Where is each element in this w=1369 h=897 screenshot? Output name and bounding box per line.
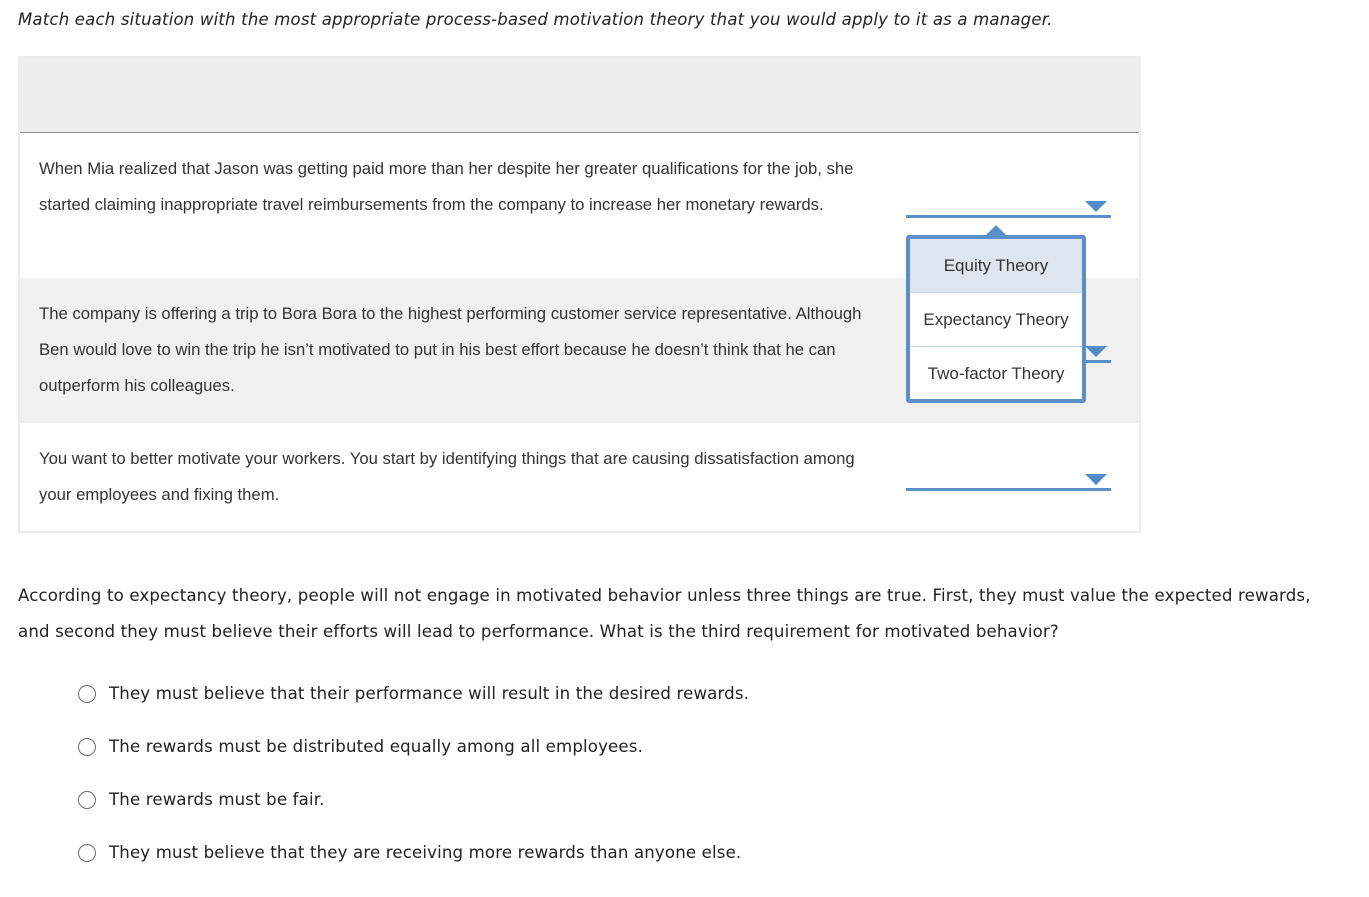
situation-text-2: The company is offering a trip to Bora Bora to the highest performing customer service representative. Although Ben would love to win the trip he isn’t motivated to put in his best effort because he doesn’t think that he can outperform his colleagues. <box>39 304 862 395</box>
chevron-down-icon[interactable] <box>1085 474 1107 485</box>
table-header <box>20 58 1139 133</box>
radio-icon[interactable] <box>78 685 96 703</box>
theory-dropdown-menu <box>906 235 1086 403</box>
answer-label[interactable]: They must believe that they are receiving more rewards than anyone else. <box>109 843 742 862</box>
chevron-down-icon[interactable] <box>1085 346 1107 357</box>
situation-text-3: You want to better motivate your workers. You start by identifying things that are causing dissatisfaction among your employees and fixing them. <box>39 449 855 504</box>
theory-select-3[interactable] <box>906 468 1111 491</box>
theory-select-1[interactable] <box>906 195 1111 218</box>
answer-label[interactable]: The rewards must be distributed equally among all employees. <box>109 737 643 756</box>
chevron-down-icon[interactable] <box>1085 201 1107 212</box>
option-two-factor-theory[interactable]: Two-factor Theory <box>927 364 1065 383</box>
answer-label[interactable]: They must believe that their performance will result in the desired rewards. <box>109 684 750 703</box>
radio-icon[interactable] <box>78 844 96 862</box>
option-expectancy-theory[interactable]: Expectancy Theory <box>910 293 1082 347</box>
instruction-text: Match each situation with the most appropriate process-based motivation theory that you would apply to it as a manager. <box>18 10 1053 29</box>
matching-row-3 <box>20 423 1139 531</box>
dropdown-pointer-icon <box>985 225 1007 236</box>
question-prompt: According to expectancy theory, people will not engage in motivated behavior unless three things are true. First, they must value the expected rewards, and second they must believe their efforts will lead to performance. What is the third requirement for motivated behavior? <box>18 586 1311 641</box>
situation-text-1: When Mia realized that Jason was getting paid more than her despite her greater qualifications for the job, she started claiming inappropriate travel reimbursements from the company to increase her monetary rewards. <box>39 159 854 214</box>
radio-icon[interactable] <box>78 738 96 756</box>
radio-icon[interactable] <box>78 791 96 809</box>
answer-label[interactable]: The rewards must be fair. <box>109 790 325 809</box>
option-equity-theory[interactable]: Equity Theory <box>910 239 1082 293</box>
